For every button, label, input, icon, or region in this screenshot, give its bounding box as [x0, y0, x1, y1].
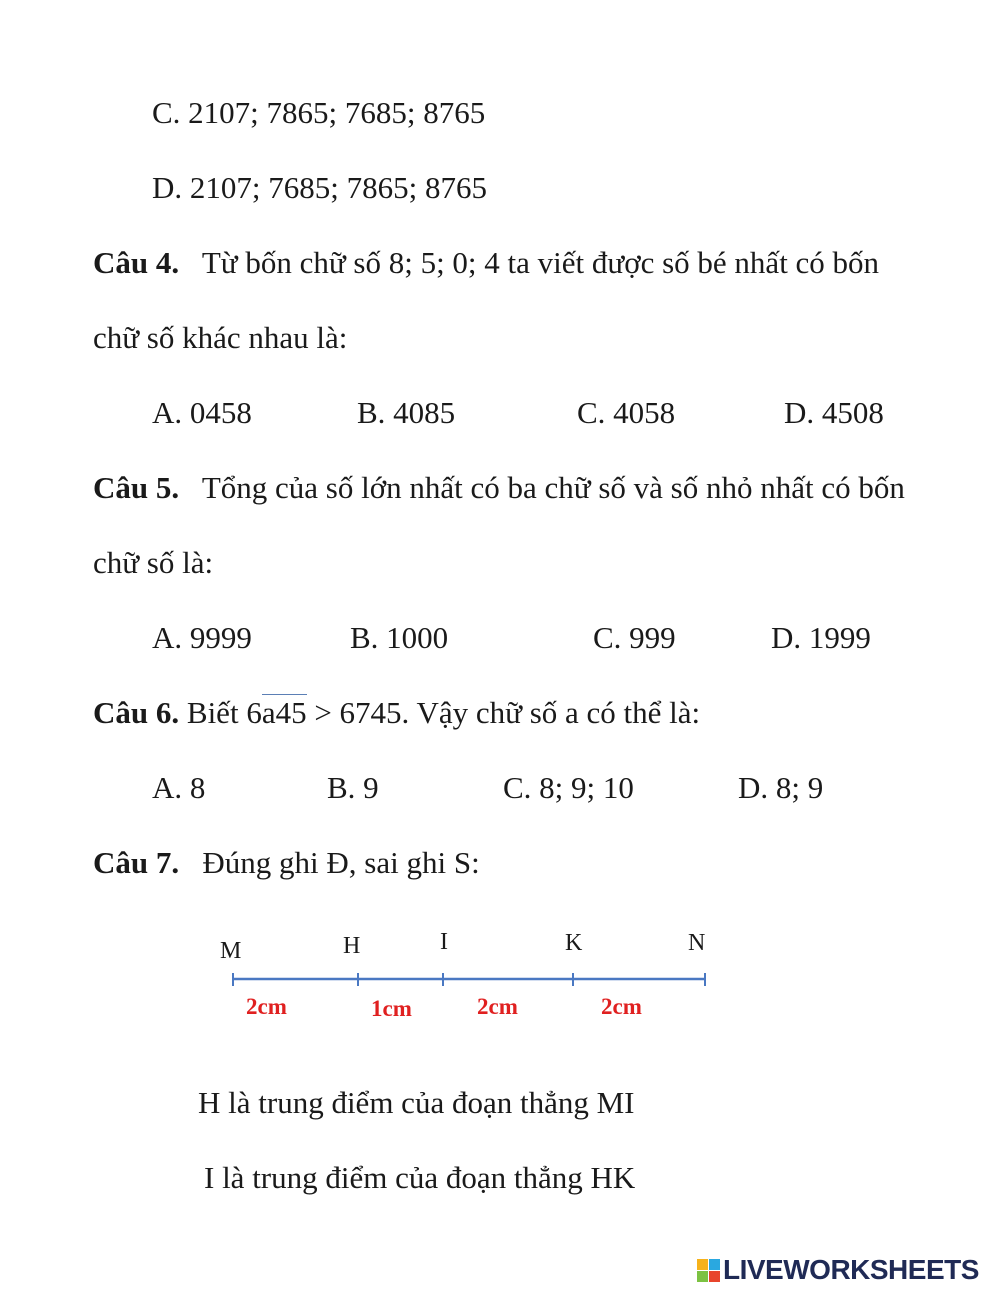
- q5-label: Câu 5.: [93, 470, 180, 505]
- logo-block-2: [709, 1259, 720, 1270]
- q3-option-c: C. 2107; 7865; 7685; 8765: [152, 95, 486, 130]
- length-label-ik: 2cm: [477, 994, 518, 1019]
- q4-option-c[interactable]: C. 4058: [577, 395, 676, 430]
- q5-prompt-line1: [93, 472, 905, 503]
- q3-option-d: D. 2107; 7685; 7865; 8765: [152, 170, 487, 205]
- q7-prompt: [93, 847, 480, 878]
- q5-option-b[interactable]: B. 1000: [350, 620, 449, 655]
- point-label-m: M: [220, 938, 242, 964]
- q5-prompt-line2: chữ số là:: [93, 545, 214, 580]
- q7-text: Đúng ghi Đ, sai ghi S:: [202, 845, 480, 880]
- q6-number-overline: a45: [261, 695, 307, 730]
- q6-number: 6a45: [246, 695, 307, 730]
- point-label-h: H: [343, 933, 361, 959]
- point-label-i: I: [440, 929, 448, 955]
- q6-prompt: Câu 6. Biết 6a45 > 6745. Vậy chữ số a có thể là:: [93, 695, 701, 730]
- q6-option-b[interactable]: B. 9: [327, 770, 379, 805]
- q4-prompt-line2: chữ số khác nhau là:: [93, 320, 348, 355]
- point-label-n: N: [688, 930, 706, 956]
- length-label-kn: 2cm: [601, 994, 642, 1019]
- logo-block-3: [697, 1271, 708, 1282]
- q5-option-d[interactable]: D. 1999: [771, 620, 871, 655]
- liveworksheets-logo[interactable]: [697, 1255, 979, 1285]
- q7-statement-1: H là trung điểm của đoạn thẳng MI: [198, 1085, 635, 1120]
- q5-option-a[interactable]: A. 9999: [152, 620, 252, 655]
- logo-text: LIVEWORKSHEETS: [723, 1254, 979, 1285]
- logo-block-4: [709, 1271, 720, 1282]
- q4-option-d[interactable]: D. 4508: [784, 395, 884, 430]
- q4-option-b[interactable]: B. 4085: [357, 395, 456, 430]
- logo-blocks-icon: [697, 1259, 720, 1282]
- q4-prompt-line1: [93, 247, 879, 278]
- q6-option-a[interactable]: A. 8: [152, 770, 206, 805]
- length-label-hi: 1cm: [371, 996, 412, 1021]
- q4-text: Từ bốn chữ số 8; 5; 0; 4 ta viết được số bé nhất có bốn: [201, 245, 880, 280]
- q5-option-c[interactable]: C. 999: [593, 620, 676, 655]
- point-label-k: K: [565, 930, 583, 956]
- length-label-mh: 2cm: [246, 994, 287, 1019]
- q6-option-c[interactable]: C. 8; 9; 10: [503, 770, 634, 805]
- q7-label: Câu 7.: [93, 845, 180, 880]
- q7-statement-2: I là trung điểm của đoạn thẳng HK: [204, 1160, 636, 1195]
- q6-option-d[interactable]: D. 8; 9: [738, 770, 824, 805]
- q5-text: Tổng của số lớn nhất có ba chữ số và số nhỏ nhất có bốn: [201, 470, 905, 505]
- q4-option-a[interactable]: A. 0458: [152, 395, 252, 430]
- logo-block-1: [697, 1259, 708, 1270]
- q6-label: Câu 6.: [93, 695, 180, 730]
- q4-label: Câu 4.: [93, 245, 180, 280]
